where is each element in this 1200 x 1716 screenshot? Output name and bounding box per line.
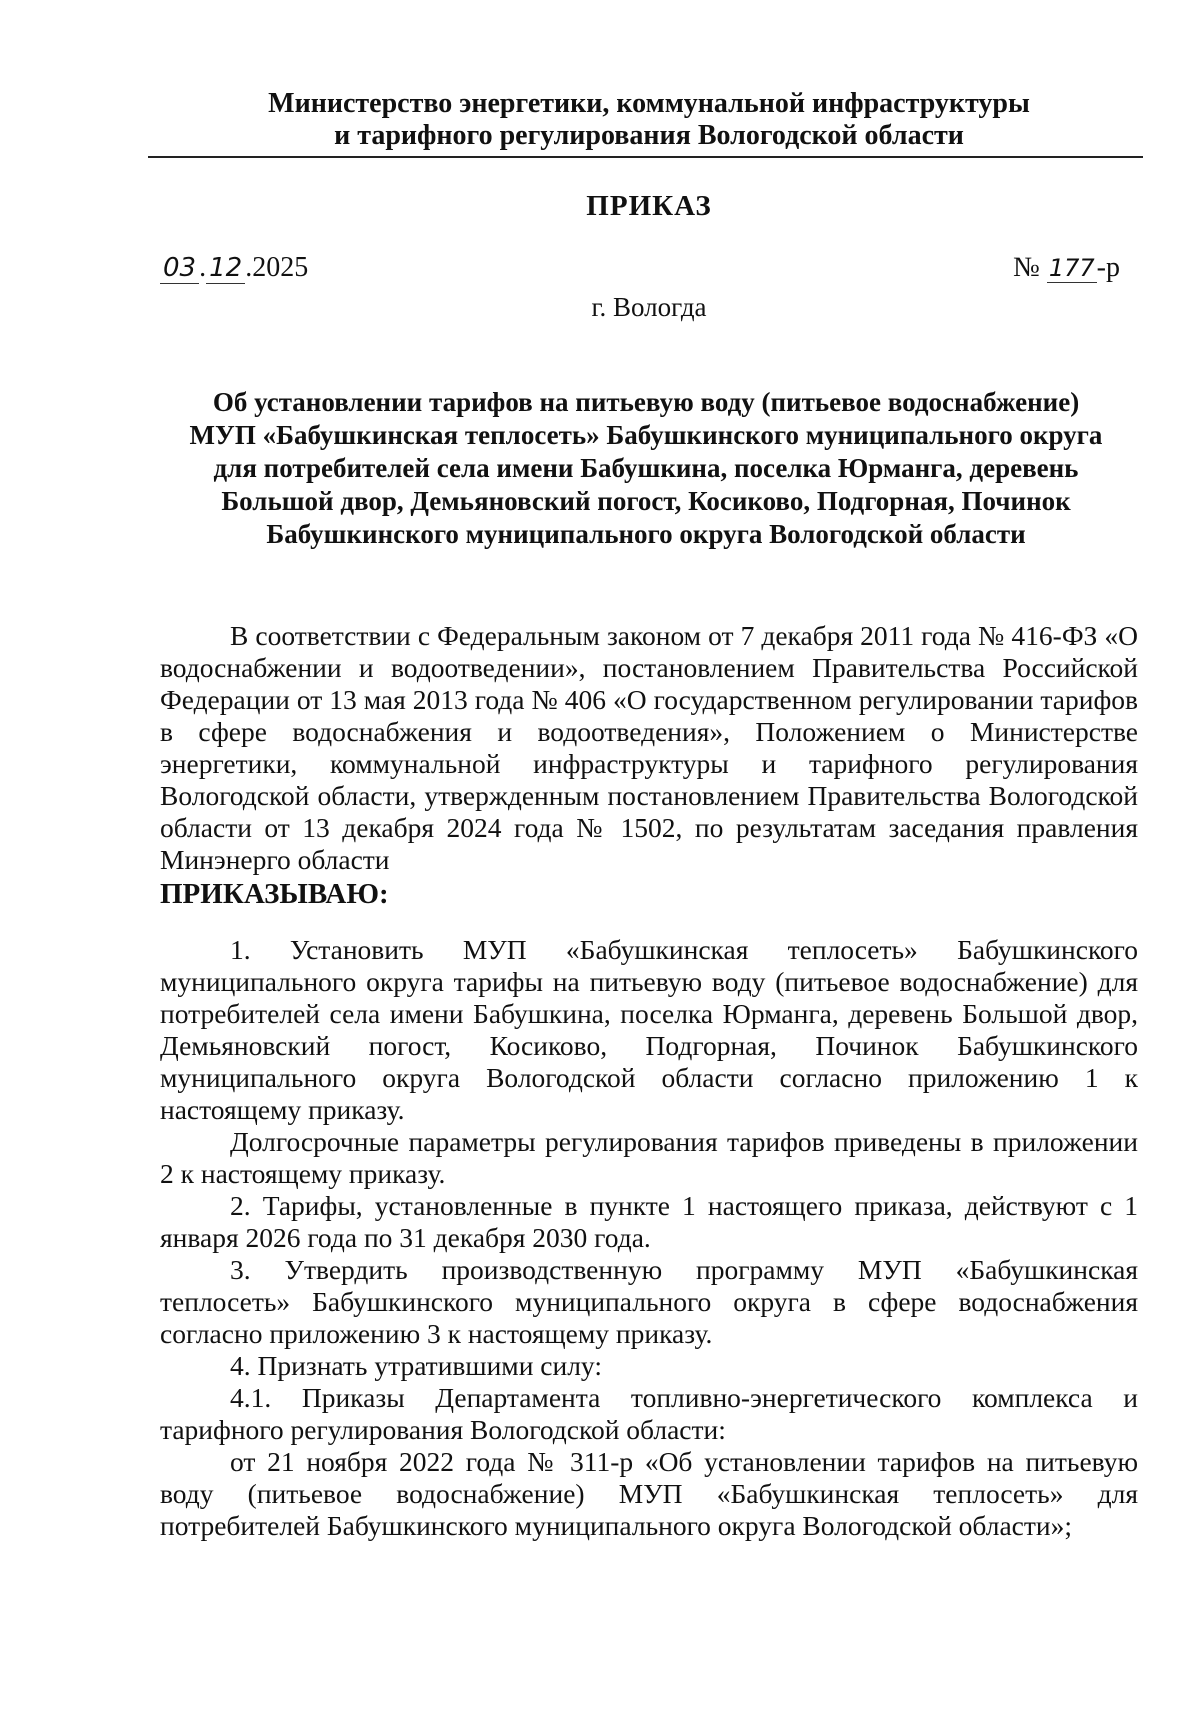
subject-line: Большой двор, Демьяновский погост, Косиково, Подгорная, Починок	[221, 486, 1071, 516]
body-paragraph: 3. Утвердить производственную программу МУП «Бабушкинская теплосеть» Бабушкинского муниципального округа в сфере водоснабжения согласно приложению 3 к настоящему приказу.	[160, 1254, 1138, 1349]
order-number	[1013, 252, 1120, 284]
order-subject	[150, 386, 1142, 551]
body-paragraph: 4.1. Приказы Департамента топливно-энергетического комплекса и тарифного регулирования Вологодской области:	[160, 1382, 1138, 1445]
subject-line: для потребителей села имени Бабушкина, поселка Юрманга, деревень	[213, 453, 1079, 483]
ministry-header-line-2: и тарифного регулирования Вологодской области	[334, 120, 964, 151]
body-paragraph: 2. Тарифы, установленные в пункте 1 настоящего приказа, действуют с 1 января 2026 года по 31 декабря 2030 года.	[160, 1190, 1138, 1253]
order-date-month: 12	[206, 253, 245, 284]
order-body	[160, 620, 1138, 1542]
subject-line: Бабушкинского муниципального округа Вологодской области	[266, 519, 1026, 549]
subject-line: МУП «Бабушкинская теплосеть» Бабушкинского муниципального округа	[189, 420, 1103, 450]
preamble-paragraph: В соответствии с Федеральным законом от 7 декабря 2011 года № 416-ФЗ «О водоснабжении и водоотведении», постановлением Правительства Российской Федерации от 13 мая 2013 года № 406 «О государственном регулировании тарифов в сфере водоснабжения и водоотведения», Положением о Министерстве энергетики, коммунальной инфраструктуры и тарифного регулирования Вологодской области, утвержденным постановлением Правительства Вологодской области от 13 декабря 2024 года № 1502, по результатам заседания правления Минэнерго области	[160, 620, 1138, 875]
order-date-day: 03	[160, 253, 199, 284]
order-city: г. Вологда	[591, 292, 707, 322]
order-date: 03 . 12 .2025	[160, 252, 308, 284]
order-number-prefix: №	[1013, 252, 1040, 283]
ministry-header	[160, 88, 1138, 152]
order-number-value: 177	[1048, 254, 1095, 282]
body-paragraph: 4. Признать утратившими силу:	[230, 1350, 602, 1381]
order-date-year: .2025	[245, 252, 309, 283]
orders-word: ПРИКАЗЫВАЮ:	[160, 878, 389, 910]
subject-line: Об установлении тарифов на питьевую воду (питьевое водоснабжение)	[212, 387, 1080, 417]
order-number-suffix: -р	[1096, 252, 1120, 283]
body-paragraph: от 21 ноября 2022 года № 311-р «Об установлении тарифов на питьевую воду (питьевое водоснабжение) МУП «Бабушкинская теплосеть» для потребителей Бабушкинского муниципального округа Вологодской области»;	[160, 1446, 1138, 1541]
ministry-header-line-1: Министерство энергетики, коммунальной инфраструктуры	[268, 88, 1030, 119]
body-paragraph: Долгосрочные параметры регулирования тарифов приведены в приложении 2 к настоящему приказу.	[160, 1126, 1138, 1189]
body-paragraph: 1. Установить МУП «Бабушкинская теплосеть» Бабушкинского муниципального округа тарифы на питьевую воду (питьевое водоснабжение) для потребителей села имени Бабушкина, поселка Юрманга, деревень Большой двор, Демьяновский погост, Косиково, Подгорная, Починок Бабушкинского муниципального округа Вологодской области согласно приложению 1 к настоящему приказу.	[160, 934, 1138, 1125]
header-divider	[148, 156, 1143, 158]
document-title: ПРИКАЗ	[586, 190, 712, 222]
